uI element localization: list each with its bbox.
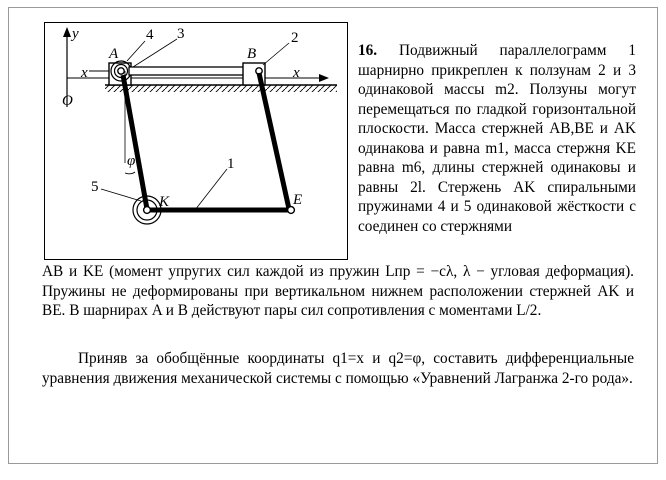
x-axis-arrow bbox=[319, 74, 329, 82]
p1-line-5: горизонтальной плоскости. Масса bbox=[358, 100, 637, 137]
p1-line-4: могут перемещаться по гладкой bbox=[358, 81, 637, 118]
p3-line-1: Приняв за обобщённые координаты q1=x и q2=φ, составить bbox=[78, 350, 498, 367]
page-bottom-rule bbox=[8, 463, 658, 464]
p1-line-1: Подвижный параллелограмм 1 bbox=[399, 42, 637, 59]
joint-A bbox=[118, 68, 124, 74]
problem-number: 16. bbox=[358, 42, 378, 59]
p2-line-1: AB и KE (момент упругих сил каждой из пружин Lпр = −cλ, λ − угловая bbox=[42, 263, 540, 280]
p2-line-3: расположении стержней AK и BE. В шарнирах A и B действуют пары сил bbox=[42, 282, 635, 319]
leader-5 bbox=[101, 189, 141, 201]
label-A: A bbox=[109, 46, 119, 62]
p1-line-3: и 3 одинаковой массы m2. Ползуны bbox=[358, 61, 636, 98]
label-5: 5 bbox=[91, 179, 99, 195]
p1-line-2: шарнирно прикреплен к ползунам 2 bbox=[358, 61, 606, 79]
label-1: 1 bbox=[227, 156, 235, 172]
rod-BE bbox=[259, 73, 289, 209]
label-x-right: x bbox=[293, 65, 300, 81]
rod-AB bbox=[129, 67, 245, 75]
p3-line-2: дифференциальные уравнения движения механической системы с помощью bbox=[42, 350, 634, 387]
problem-paragraph-2 bbox=[42, 262, 634, 321]
problem-paragraph-3 bbox=[42, 349, 634, 388]
p1-line-8: m6, длины стержней одинаковы и bbox=[401, 159, 636, 176]
label-phi: φ bbox=[127, 153, 136, 169]
label-B: B bbox=[247, 46, 257, 62]
label-4: 4 bbox=[146, 27, 154, 43]
p1-line-6: стержней AB,BE и AK одинакова и bbox=[358, 120, 636, 157]
p2-line-4: сопротивления с моментами L/2. bbox=[327, 302, 542, 319]
p1-line-10: пружинами 4 и 5 одинаковой bbox=[358, 198, 552, 215]
label-2: 2 bbox=[291, 30, 299, 46]
phi-arc bbox=[125, 172, 135, 174]
label-E: E bbox=[293, 192, 303, 208]
label-y: y bbox=[72, 26, 79, 42]
label-3: 3 bbox=[177, 26, 185, 42]
leader-2 bbox=[263, 43, 289, 65]
mechanism-drawing bbox=[45, 23, 347, 259]
p2-line-2: деформация). Пружины не деформированы при вертикальном нижнем bbox=[42, 263, 634, 300]
label-x-left: x bbox=[81, 65, 88, 81]
problem-paragraph-1 bbox=[358, 41, 636, 236]
leader-4 bbox=[127, 41, 145, 61]
label-K: K bbox=[159, 194, 170, 210]
leader-1 bbox=[195, 169, 227, 210]
joint-K bbox=[144, 207, 151, 214]
p1-line-7: равна m1, масса стержня KE равна bbox=[358, 139, 636, 176]
label-O: O bbox=[62, 93, 73, 109]
p1-line-11: жёсткости c соединен со стержнями bbox=[358, 198, 636, 235]
ground-hatch bbox=[105, 85, 337, 92]
leader-3 bbox=[133, 39, 177, 67]
p1-line-9: равны 2l. Стержень AK спиральными bbox=[358, 178, 636, 196]
rod-AK bbox=[123, 75, 147, 209]
mechanism-figure bbox=[44, 22, 348, 260]
p3-line-3: «Уравнений Лагранжа 2-го рода». bbox=[412, 369, 633, 387]
y-axis-arrow bbox=[63, 27, 71, 37]
